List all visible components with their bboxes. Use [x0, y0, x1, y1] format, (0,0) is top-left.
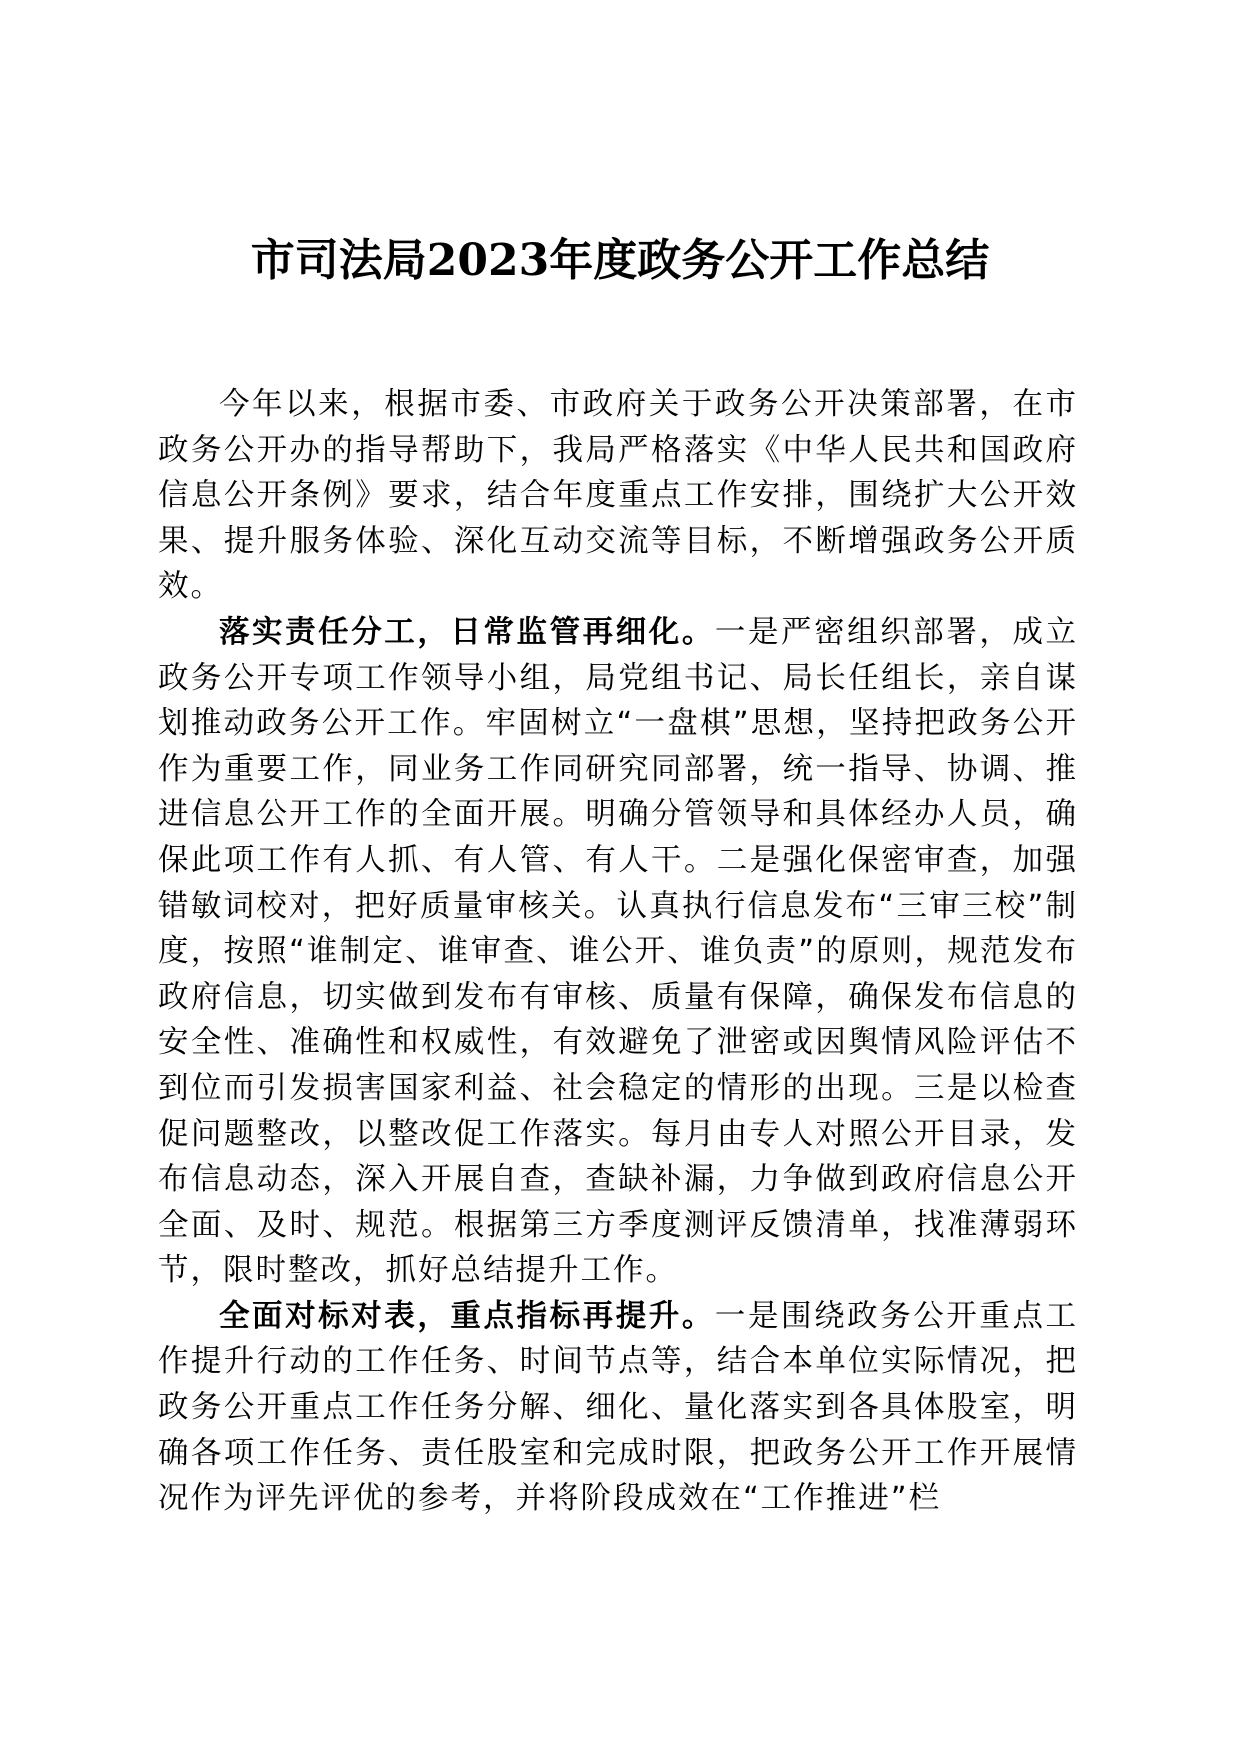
document-title: 市司法局2023年度政务公开工作总结: [250, 235, 990, 286]
paragraph-text: 一是围绕政务公开重点工作提升行动的工作任务、时间节点等，结合本单位实际情况，把政务公开重点工作任务分解、细化、量化落实到各具体股室，明确各项工作任务、责任股室和完成时限，把政务公开工作开展情况作为评先评优的参考，并将阶段成效在“工作推进”栏: [158, 1298, 1079, 1517]
paragraph-benchmark: [158, 1294, 1078, 1522]
paragraph-intro: [158, 382, 1078, 610]
paragraph-text: 一是严密组织部署，成立政务公开专项工作领导小组，局党组书记、局长任组长，亲自谋划推动政务公开工作。牢固树立“一盘棋”思想，坚持把政务公开作为重要工作，同业务工作同研究同部署，统一指导、协调、推进信息公开工作的全面开展。明确分管领导和具体经办人员，确保此项工作有人抓、有人管、有人干。二是强化保密审查，加强错敏词校对，把好质量审核关。认真执行信息发布“三审三校”制度，按照“谁制定、谁审查、谁公开、谁负责”的原则，规范发布政府信息，切实做到发布有审核、质量有保障，确保发布信息的安全性、准确性和权威性，有效避免了泄密或因舆情风险评估不到位而引发损害国家利益、社会稳定的情形的出现。三是以检查促问题整改，以整改促工作落实。每月由专人对照公开目录，发布信息动态，深入开展自查，查缺补漏，力争做到政府信息公开全面、及时、规范。根据第三方季度测评反馈清单，找准薄弱环节，限时整改，抓好总结提升工作。: [158, 614, 1079, 1289]
paragraph-lead: 全面对标对表，重点指标再提升。: [219, 1298, 715, 1334]
document-body: [158, 382, 1078, 1522]
paragraph-lead: 落实责任分工，日常监管再细化。: [219, 614, 715, 650]
paragraph-text: 今年以来，根据市委、市政府关于政务公开决策部署，在市政务公开办的指导帮助下，我局严格落实《中华人民共和国政府信息公开条例》要求，结合年度重点工作安排，围绕扩大公开效果、提升服务体验、深化互动交流等目标，不断增强政务公开质效。: [158, 387, 1078, 605]
paragraph-responsibility: [158, 610, 1078, 1294]
